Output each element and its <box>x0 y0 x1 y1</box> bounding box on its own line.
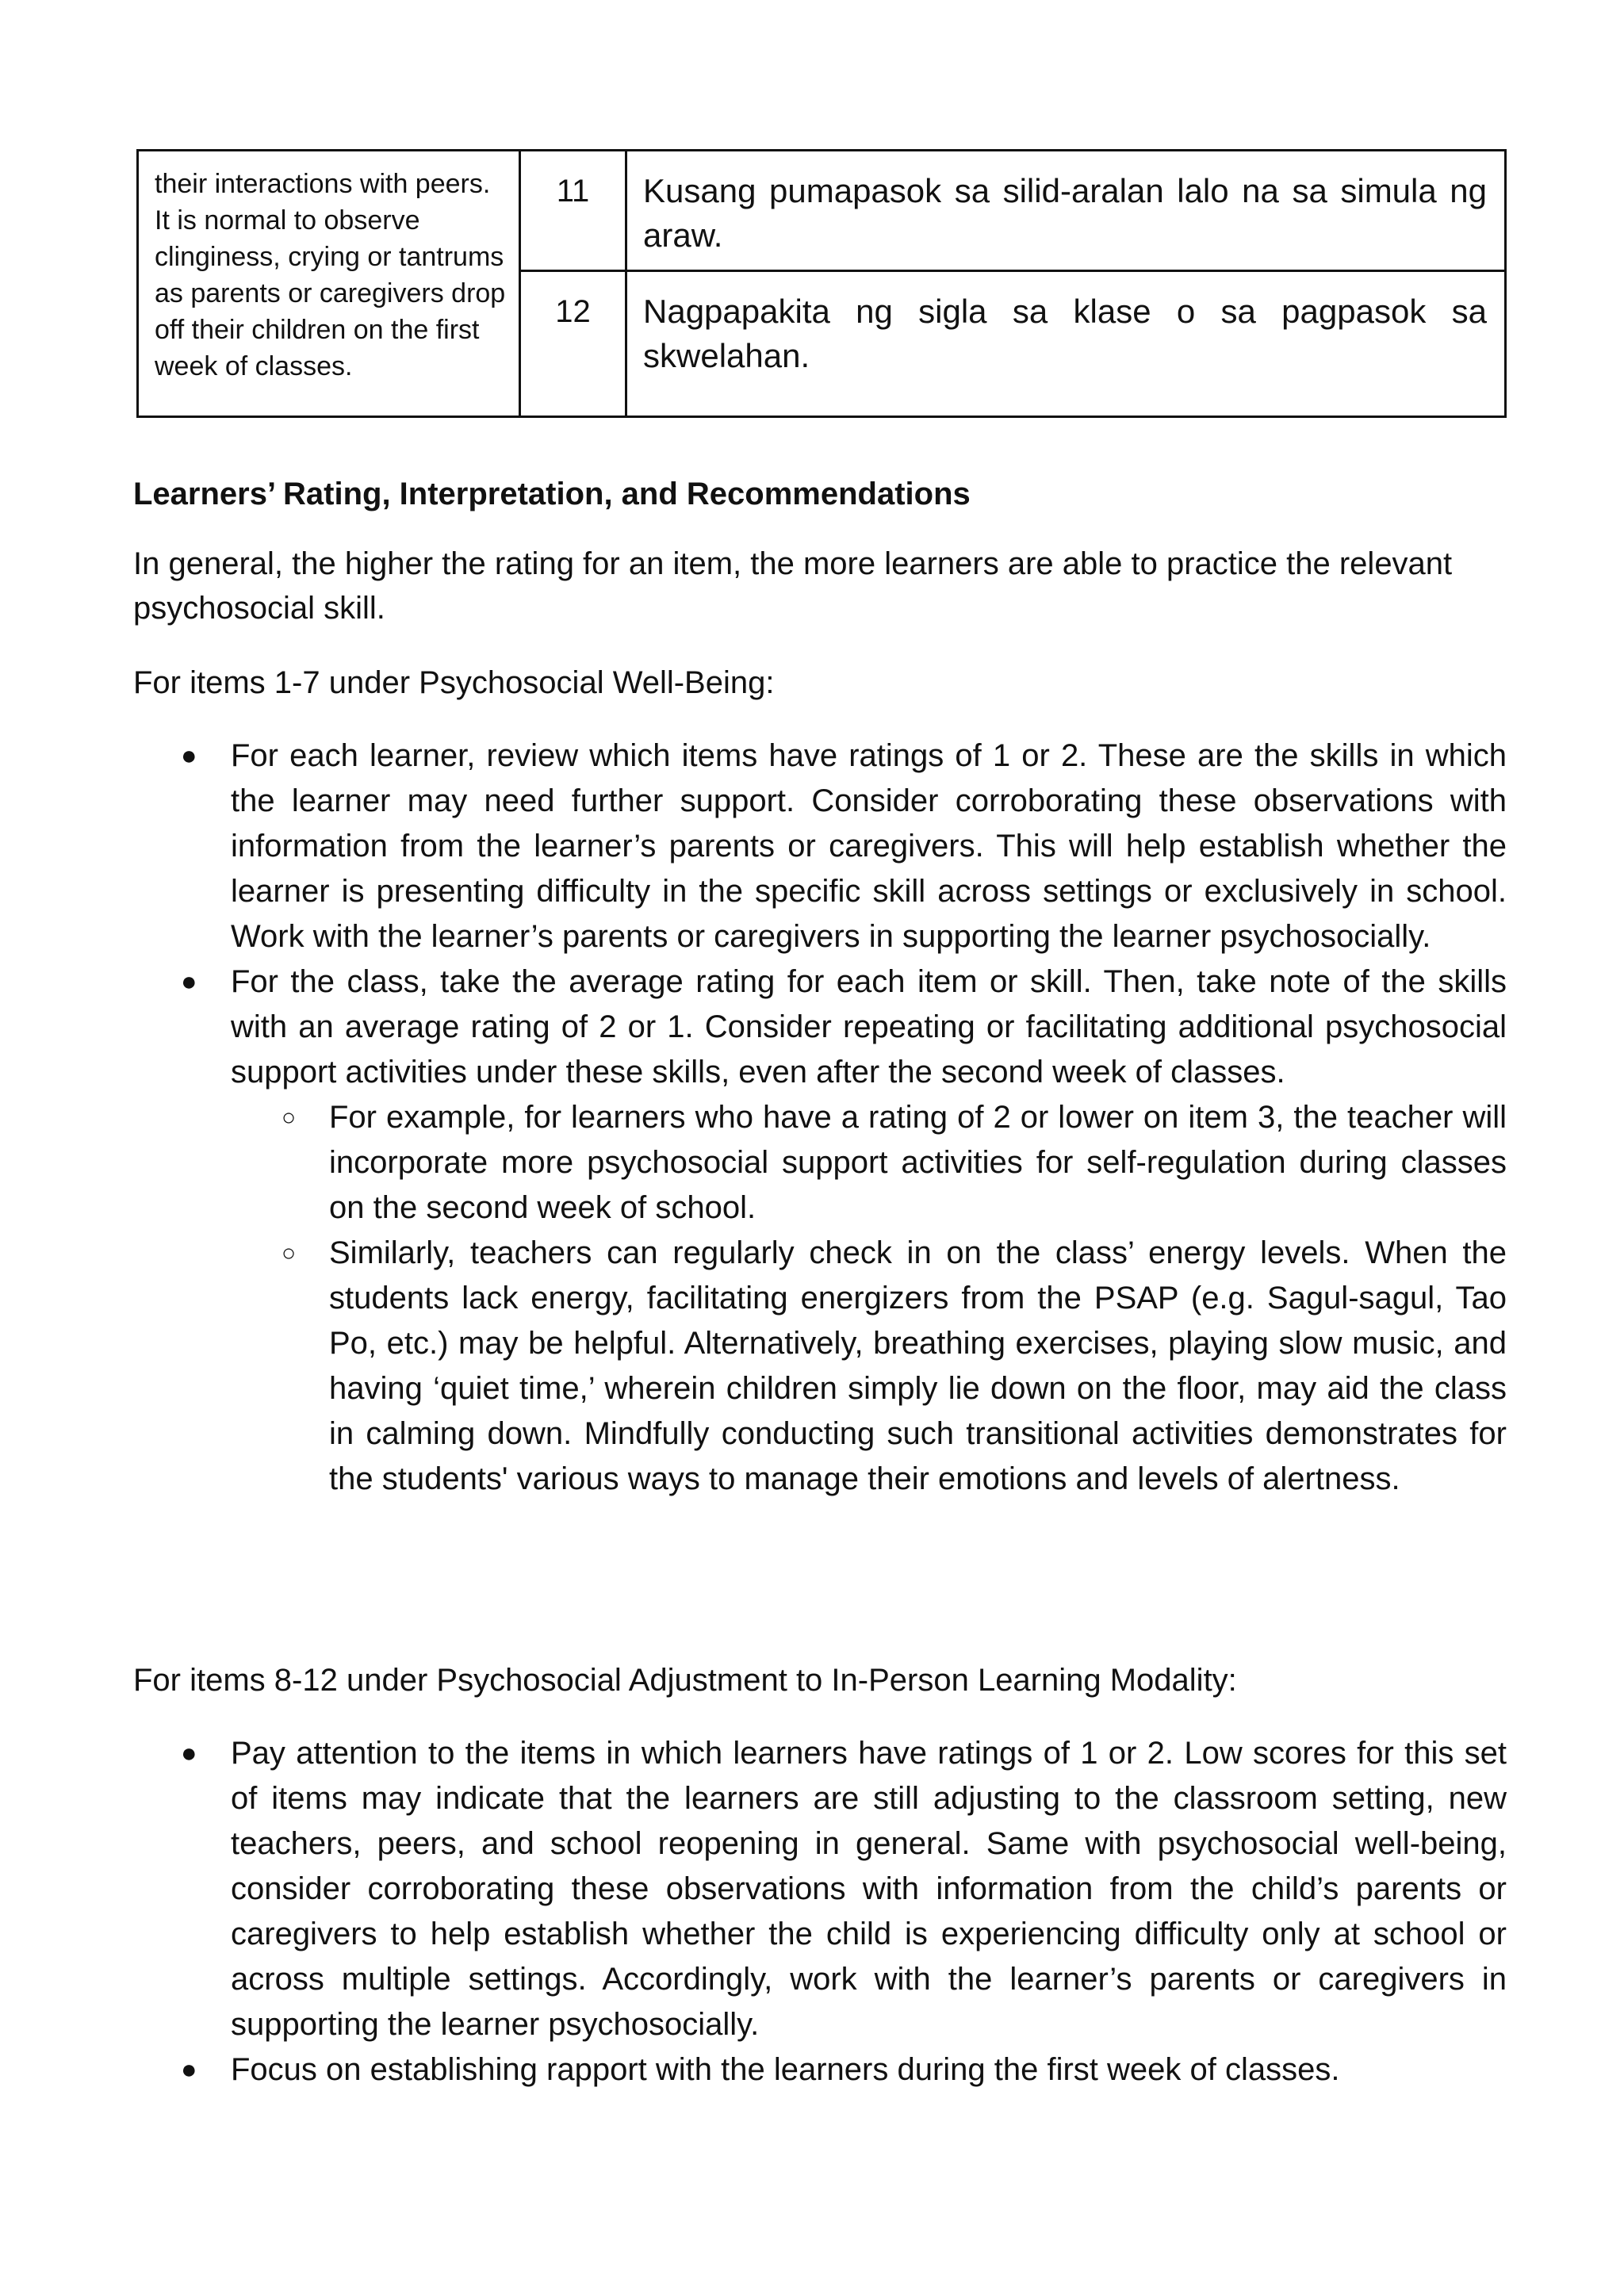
item-text: Kusang pumapasok sa silid-aralan lalo na sa simula ng araw. <box>626 151 1506 271</box>
list-item <box>133 1731 1507 2047</box>
bullet-icon: ● <box>181 967 197 997</box>
bullet-text: For the class, take the average rating for each item or skill. Then, take note of the skills with an average rating of 2 or 1. Consider repeating or facilitating additional psychosocial support activities under these skills, even after the second week of classes. <box>231 964 1507 1090</box>
section2-bullet-list <box>133 1731 1507 2093</box>
list-item <box>133 733 1507 959</box>
circle-bullet-icon: ○ <box>282 1105 297 1131</box>
section-heading: Learners’ Rating, Interpretation, and Recommendations <box>133 477 971 511</box>
item-number: 12 <box>520 271 626 417</box>
list-item <box>231 1095 1507 1231</box>
list-item <box>133 2047 1507 2093</box>
bullet-text: Focus on establishing rapport with the learners during the first week of classes. <box>231 2052 1340 2087</box>
section2-lead: For items 8-12 under Psychosocial Adjustment to In-Person Learning Modality: <box>133 1663 1237 1698</box>
section1-lead: For items 1-7 under Psychosocial Well-Being: <box>133 665 775 700</box>
item-number: 11 <box>520 151 626 271</box>
checklist-table <box>136 149 1507 418</box>
table-row <box>138 151 1506 271</box>
item-text: Nagpapakita ng sigla sa klase o sa pagpasok sa skwelahan. <box>626 271 1506 417</box>
list-item <box>231 1231 1507 1502</box>
bullet-text: Pay attention to the items in which learners have ratings of 1 or 2. Low scores for this set of items may indicate that the learners are still adjusting to the classroom setting, new teachers, peers, and school reopening in general. Same with psychosocial well-being, consider corroborating these observations with information from the child’s parents or caregivers to help establish whether the child is experiencing difficulty only at school or across multiple settings. Accordingly, work with the learner’s parents or caregivers in supporting the learner psychosocially. <box>231 1736 1507 2042</box>
sub-bullet-text: For example, for learners who have a rating of 2 or lower on item 3, the teacher will incorporate more psychosocial support activities for self-regulation during classes on the second week of school. <box>329 1100 1507 1225</box>
bullet-icon: ● <box>181 1738 197 1768</box>
intro-paragraph: In general, the higher the rating for an item, the more learners are able to practice the relevant psychosocial skill. <box>133 546 1453 626</box>
bullet-text: For each learner, review which items have ratings of 1 or 2. These are the skills in which the learner may need further support. Consider corroborating these observations with information from the learner’s parents or caregivers. This will help establish whether the learner is presenting difficulty in the specific skill across settings or exclusively in school. Work with the learner’s parents or caregivers in supporting the learner psychosocially. <box>231 738 1507 954</box>
sub-bullet-text: Similarly, teachers can regularly check in on the class’ energy levels. When the students lack energy, facilitating energizers from the PSAP (e.g. Sagul-sagul, Tao Po, etc.) may be helpful. Alternatively, breathing exercises, playing slow music, and having ‘quiet time,’ wherein children simply lie down on the floor, may aid the class in calming down. Mindfully conducting such transitional activities demonstrates for the students' various ways to manage their emotions and levels of alertness. <box>329 1235 1507 1496</box>
sub-bullet-list <box>231 1095 1507 1502</box>
bullet-icon: ● <box>181 741 197 771</box>
bullet-icon: ● <box>181 2055 197 2085</box>
section1-bullet-list <box>133 733 1507 1502</box>
table-description-cell: their interactions with peers. It is normal to observe clinginess, crying or tantrums as parents or caregivers drop off their children on the first week of classes. <box>138 151 520 417</box>
circle-bullet-icon: ○ <box>282 1240 297 1266</box>
list-item <box>133 959 1507 1502</box>
